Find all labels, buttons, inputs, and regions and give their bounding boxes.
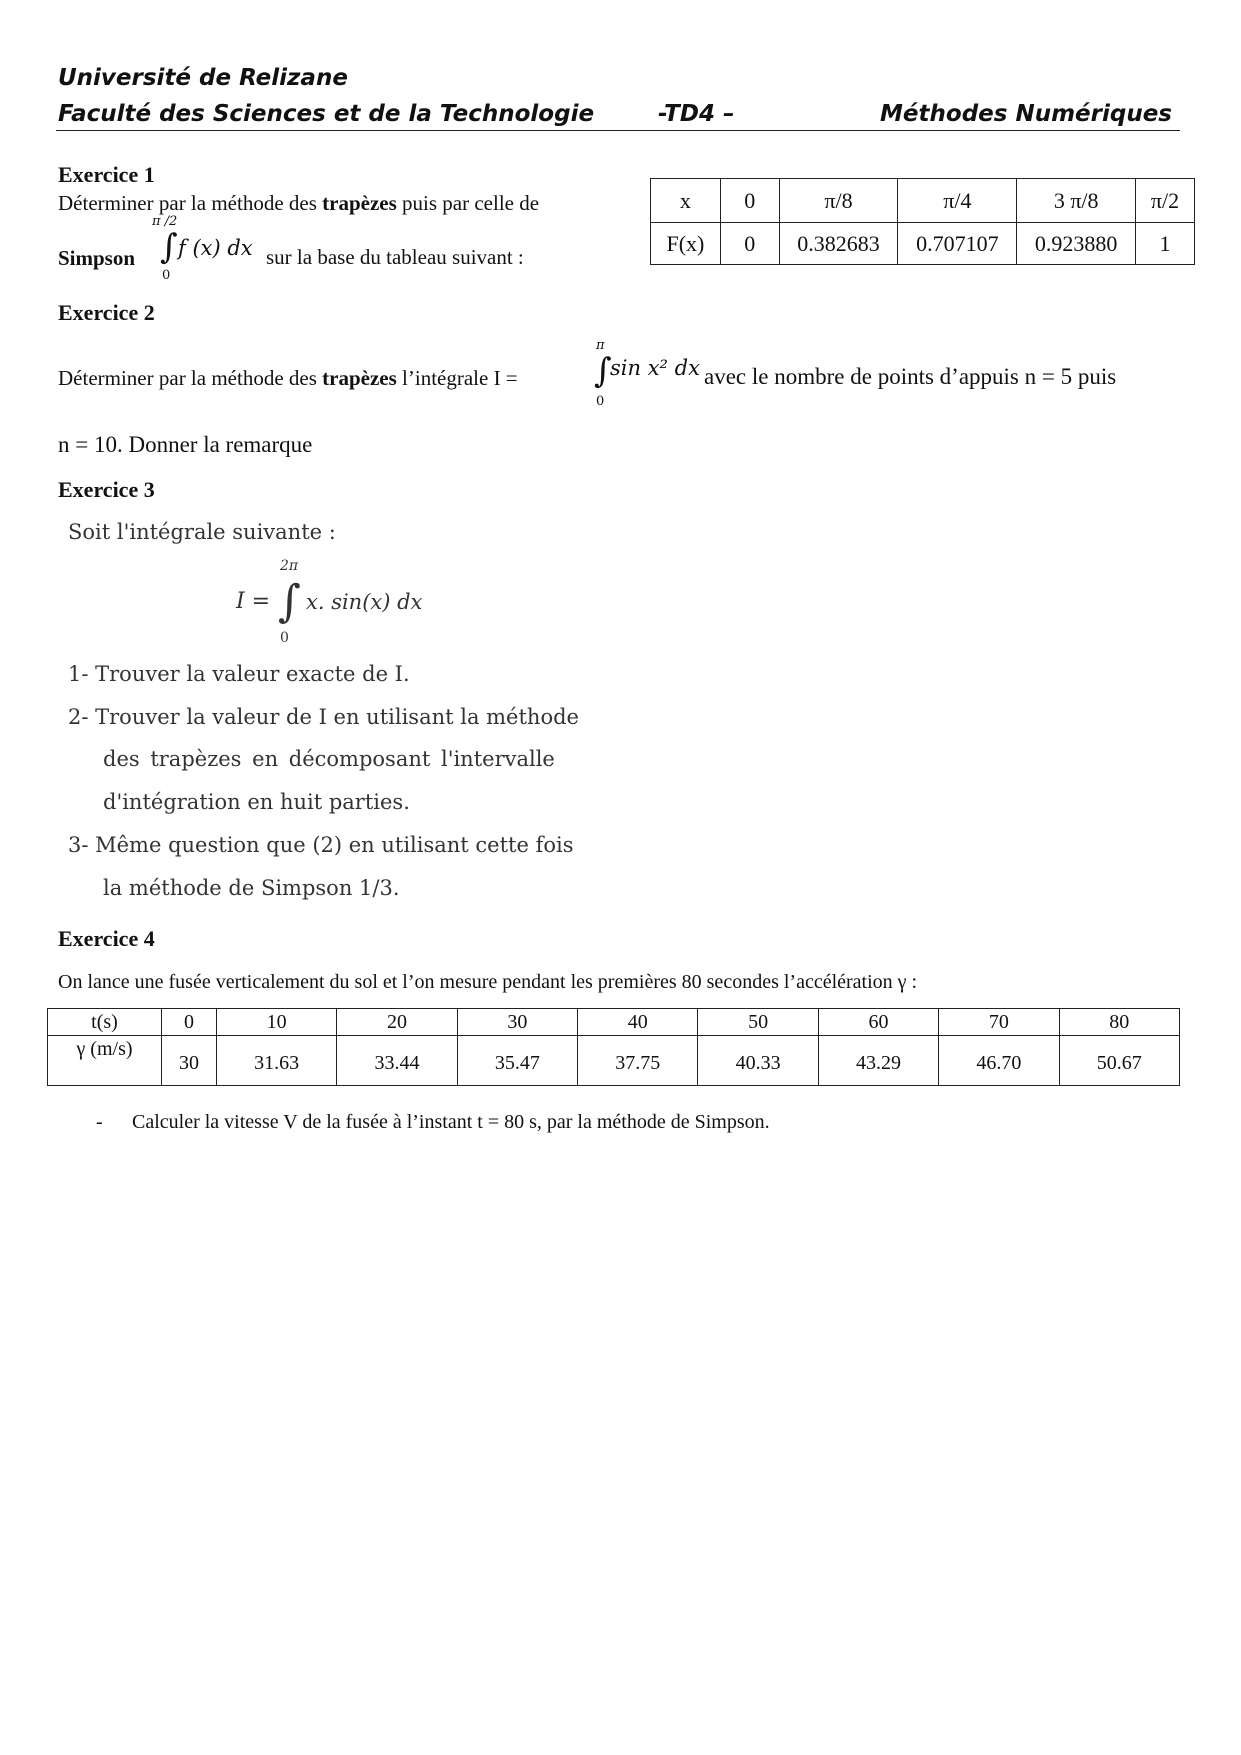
table-cell: 30	[457, 1009, 577, 1036]
table-cell: 40	[578, 1009, 698, 1036]
ex2-integral-lower: 0	[596, 394, 605, 409]
ex2-title: Exercice 2	[58, 300, 155, 325]
table-cell: 0	[720, 179, 779, 223]
ex3-q2-line1: 2- Trouver la valeur de I en utilisant la méthode	[68, 705, 579, 729]
table-cell: 0	[162, 1009, 217, 1036]
table-cell: π/8	[779, 179, 898, 223]
ex1-title: Exercice 1	[58, 162, 155, 187]
ex1-integral-lower: 0	[162, 268, 171, 283]
ex3-q2-line2: des trapèzes en décomposant l'intervalle	[103, 747, 555, 771]
table-cell: π/2	[1136, 179, 1195, 223]
ex1-line1-c: puis par celle de	[396, 191, 540, 215]
table-row	[48, 1009, 1180, 1036]
table-cell: 1	[1136, 223, 1195, 265]
table-cell: 31.63	[216, 1036, 336, 1086]
integral-sign-icon: ∫	[278, 576, 301, 627]
table-row	[651, 179, 1195, 223]
university-name: Université de Relizane	[58, 65, 348, 91]
td-number: -TD4 –	[658, 101, 735, 127]
ex1-integral	[152, 214, 270, 283]
ex3-q3-line1: 3- Même question que (2) en utilisant cette fois	[68, 833, 574, 857]
ex1-integrand: f (x) dx	[178, 236, 253, 260]
table-cell: 0.923880	[1017, 223, 1136, 265]
page-header	[58, 60, 1178, 132]
ex3-title: Exercice 3	[58, 477, 155, 502]
ex4-table	[47, 1008, 1180, 1086]
table-cell: π/4	[898, 179, 1017, 223]
table-cell: 3 π/8	[1017, 179, 1136, 223]
table-cell: 80	[1059, 1009, 1179, 1036]
table-cell: 0	[720, 223, 779, 265]
table-cell: 43.29	[818, 1036, 938, 1086]
table-cell: 33.44	[337, 1036, 457, 1086]
ex1-integral-upper: π /2	[152, 214, 178, 229]
ex2-text-e: n = 10. Donner la remarque	[58, 432, 313, 457]
table-row	[651, 223, 1195, 265]
ex2-text-c: l’intégrale I =	[396, 366, 518, 390]
ex4-task: Calculer la vitesse V de la fusée à l’instant t = 80 s, par la méthode de Simpson.	[132, 1111, 770, 1133]
ex3-integral-lower: 0	[280, 630, 289, 646]
ex3-intro: Soit l'intégrale suivante :	[68, 520, 336, 544]
ex1-line1	[58, 191, 539, 216]
ex3-q1: 1- Trouver la valeur exacte de I.	[68, 662, 410, 686]
ex1-line1-bold: trapèzes	[322, 191, 397, 215]
table-cell: 50.67	[1059, 1036, 1179, 1086]
table-cell: 10	[216, 1009, 336, 1036]
ex3-q2-line3: d'intégration en huit parties.	[103, 790, 410, 814]
ex4-text: On lance une fusée verticalement du sol et l’on mesure pendant les premières 80 secondes l’accélération γ :	[58, 971, 918, 993]
ex3-integral-upper: 2π	[280, 558, 299, 574]
table-cell: 40.33	[698, 1036, 818, 1086]
table-cell: 37.75	[578, 1036, 698, 1086]
ex2-text-a: Déterminer par la méthode des	[58, 366, 323, 390]
ex1-line1-a: Déterminer par la méthode des	[58, 191, 323, 215]
ex1-line2: sur la base du tableau suivant :	[266, 245, 524, 269]
ex3-formula-lhs: I =	[236, 589, 271, 614]
ex2-integral	[594, 338, 700, 409]
ex3-integrand: x. sin(x) dx	[306, 590, 423, 614]
table-cell: 20	[337, 1009, 457, 1036]
table-cell: 0.707107	[898, 223, 1017, 265]
ex2-integral-upper: π	[596, 338, 605, 353]
faculty-name: Faculté des Sciences et de la Technologie	[58, 101, 595, 127]
course-name: Méthodes Numériques	[880, 101, 1172, 127]
ex1-simpson: Simpson	[58, 246, 136, 270]
ex4-title: Exercice 4	[58, 926, 155, 951]
table-cell: F(x)	[651, 223, 721, 265]
integral-sign-icon: ∫	[160, 227, 178, 267]
ex2-text-bold: trapèzes	[322, 366, 397, 390]
table-cell: 35.47	[457, 1036, 577, 1086]
ex2-text-d: avec le nombre de points d’appuis n = 5 puis	[704, 364, 1117, 389]
table-cell: x	[651, 179, 721, 223]
table-row	[48, 1036, 1180, 1086]
ex2-integrand: sin x² dx	[610, 356, 700, 380]
ex4-bullet: -	[96, 1111, 103, 1133]
table-cell: 60	[818, 1009, 938, 1036]
table-cell: t(s)	[48, 1009, 162, 1036]
ex3-q3-line2: la méthode de Simpson 1/3.	[103, 876, 400, 900]
header-rule	[56, 130, 1180, 131]
integral-sign-icon: ∫	[594, 351, 612, 391]
ex2-text	[58, 366, 518, 391]
table-cell: 0.382683	[779, 223, 898, 265]
ex3-integral	[280, 558, 450, 648]
table-cell: γ (m/s)	[48, 1036, 162, 1086]
ex1-table	[650, 178, 1195, 265]
table-cell: 50	[698, 1009, 818, 1036]
table-cell: 70	[939, 1009, 1059, 1036]
table-cell: 30	[162, 1036, 217, 1086]
table-cell: 46.70	[939, 1036, 1059, 1086]
